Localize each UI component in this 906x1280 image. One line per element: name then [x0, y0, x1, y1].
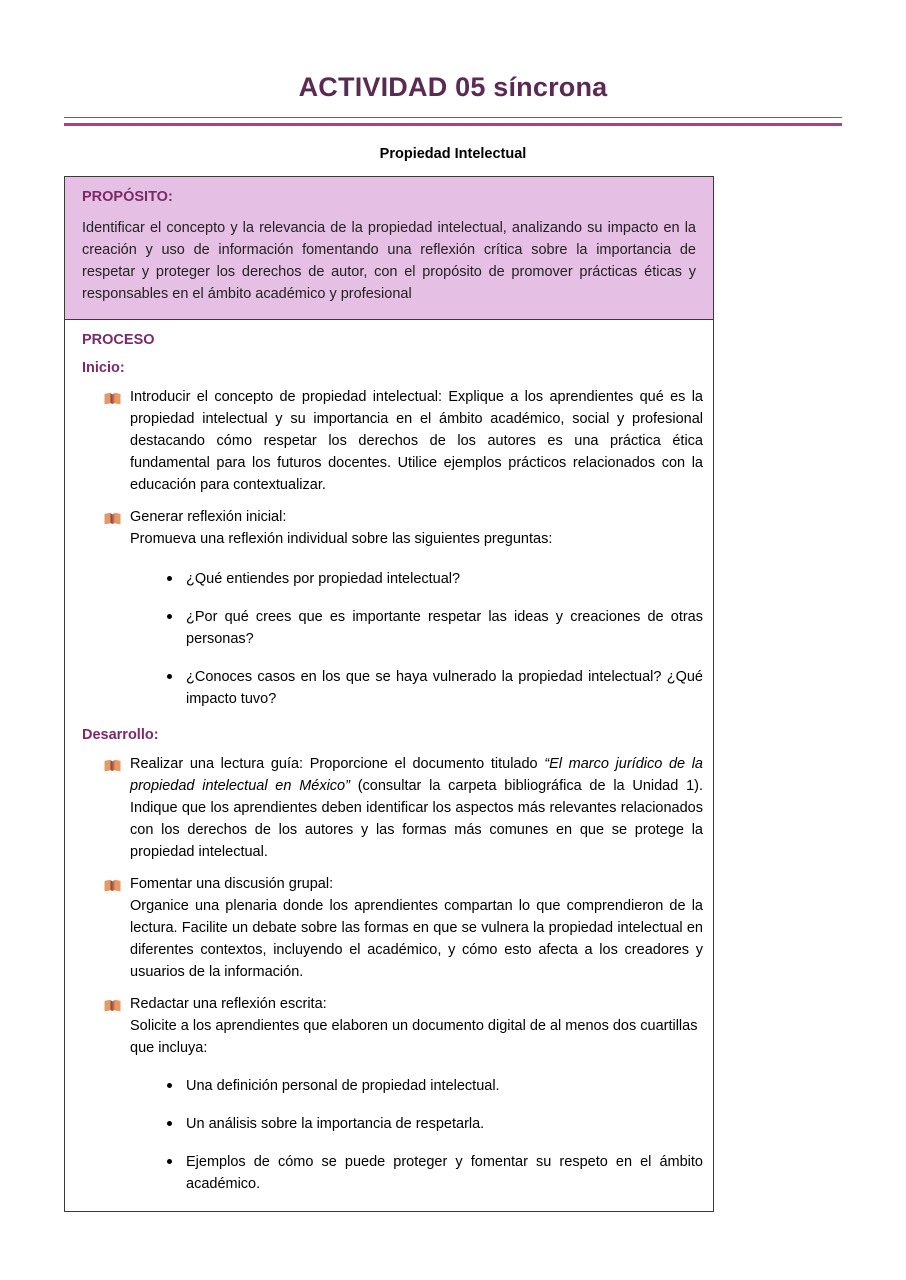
- open-book-icon: [104, 510, 121, 523]
- list-item-text: Redactar una reflexión escrita:: [130, 995, 327, 1012]
- purpose-cell: [65, 177, 713, 320]
- list-item: ¿Qué entiendes por propiedad intelectual?: [82, 568, 703, 590]
- open-book-icon: [104, 390, 121, 403]
- desarrollo-heading: Desarrollo:: [82, 726, 159, 743]
- content-table: [64, 176, 714, 1212]
- list-item-text: Generar reflexión inicial:: [130, 509, 287, 526]
- list-item: Ejemplos de cómo se puede proteger y fomentar su respeto en el ámbito académico.: [82, 1151, 703, 1195]
- list-item-text: Introducir el concepto de propiedad intelectual: Explique a los aprendientes qué es la propiedad intelectual y su importancia en el ámbito académico, social y profesional destacando cómo respetar los derechos de los autores es una práctica ética fundamental para los futuros docentes. Utilice ejemplos prácticos relacionados con la educación para contextualizar.: [130, 389, 703, 494]
- page-title: ACTIVIDAD 05 síncrona: [298, 72, 608, 102]
- reading-task-after: (consultar la carpeta bibliográfica de la Unidad 1). Indique que los aprendientes deben identificar los aspectos más relevantes relacionados con los derechos de los autores y las formas más comunes en que se protege la propiedad intelectual.: [130, 777, 703, 860]
- list-item: [82, 506, 703, 550]
- purpose-text: Identificar el concepto y la relevancia de la propiedad intelectual, analizando su impacto en la creación y uso de información fomentando una reflexión crítica sobre la importancia de respetar y proteger los derechos de autor, con el propósito de promover prácticas éticas y responsables en el ámbito académico y profesional: [82, 220, 696, 303]
- list-item-continuation: Organice una plenaria donde los aprendientes compartan lo que comprendieron de la lectura. Facilite un debate sobre las formas en que se vulnera la propiedad intelectual en diferentes contextos, incluyendo el académico, y cómo esto afecta a los creadores y usuarios de la información.: [130, 897, 703, 980]
- list-item: [82, 386, 703, 496]
- inicio-heading: Inicio:: [82, 360, 125, 377]
- list-item: [82, 993, 703, 1059]
- reading-title-italic: “El marco jurídico de la propiedad intelectual en México”: [130, 755, 703, 794]
- list-item-continuation: Solicite a los aprendientes que elaboren un documento digital de al menos dos cuartillas que incluya:: [130, 1017, 698, 1056]
- list-item-continuation: Promueva una reflexión individual sobre las siguientes preguntas:: [130, 531, 553, 548]
- list-item: Un análisis sobre la importancia de respetarla.: [82, 1113, 703, 1135]
- list-item: ¿Conoces casos en los que se haya vulnerado la propiedad intelectual? ¿Qué impacto tuvo?: [82, 666, 703, 710]
- open-book-icon: [104, 877, 121, 890]
- title-divider: [64, 117, 842, 126]
- process-cell: [65, 320, 713, 1211]
- list-item: [82, 873, 703, 983]
- open-book-icon: [104, 997, 121, 1010]
- list-item: ¿Por qué crees que es importante respetar las ideas y creaciones de otras personas?: [82, 606, 703, 650]
- reflection-questions-list: [82, 568, 703, 710]
- document-subtitle: Propiedad Intelectual: [379, 146, 527, 162]
- reading-task-before: Realizar una lectura guía: Proporcione el documento titulado: [130, 755, 545, 772]
- purpose-label: PROPÓSITO:: [82, 189, 173, 205]
- process-label: PROCESO: [82, 332, 155, 349]
- open-book-icon: [104, 757, 121, 770]
- deliverables-list: [82, 1075, 703, 1195]
- list-item-text: Fomentar una discusión grupal:: [130, 875, 334, 892]
- list-item: Una definición personal de propiedad intelectual.: [82, 1075, 703, 1097]
- reading-task-text: [130, 753, 703, 863]
- list-item: [82, 753, 703, 863]
